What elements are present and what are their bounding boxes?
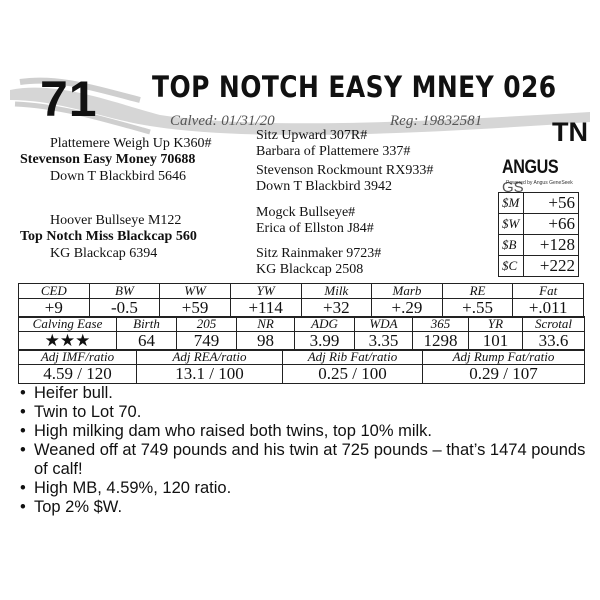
dollar-row (499, 235, 579, 256)
epd-header: Milk (301, 284, 372, 299)
pedigree-sd-sire: Stevenson Rockmount RX933# (256, 163, 434, 178)
epd-header: Marb (372, 284, 443, 299)
pedigree-dam-sire: Hoover Bullseye M122 (50, 213, 182, 228)
dollar-value: +128 (524, 235, 579, 256)
epd-value: 0.25 / 100 (283, 365, 423, 384)
dollar-values-table (498, 192, 579, 277)
epd-header: YR (469, 317, 523, 332)
epd-header: Birth (117, 317, 177, 332)
pedigree-dd-sire: Sitz Rainmaker 9723# (256, 246, 382, 261)
dollar-row (499, 193, 579, 214)
logo-suffix: GS (502, 179, 524, 196)
epd-table-1 (18, 283, 584, 318)
epd-header: WDA (355, 317, 413, 332)
epd-value: 0.29 / 107 (423, 365, 585, 384)
dollar-row (499, 214, 579, 235)
epd-header: Scrotal (523, 317, 585, 332)
epd-value: 3.99 (295, 332, 355, 351)
state-code: TN (552, 117, 588, 147)
pedigree-dam-name: Top Notch Miss Blackcap 560 (20, 229, 197, 244)
epd-value: 101 (469, 332, 523, 351)
dollar-value: +66 (524, 214, 579, 235)
epd-header: NR (237, 317, 295, 332)
epd-header: 365 (413, 317, 469, 332)
epd-value-row (19, 332, 585, 351)
notes-list (18, 384, 588, 517)
calved-date: Calved: 01/31/20 (170, 113, 275, 129)
logo-brand: ANGUS (502, 157, 559, 178)
dollar-value: +222 (524, 256, 579, 277)
epd-header-row (19, 350, 585, 365)
epd-value: +59 (160, 299, 231, 318)
epd-value: +114 (230, 299, 301, 318)
epd-header: Adj Rump Fat/ratio (423, 350, 585, 365)
epd-value: +32 (301, 299, 372, 318)
pedigree-sire-dam: Down T Blackbird 5646 (50, 169, 186, 184)
pedigree-sd-dam: Down T Blackbird 3942 (256, 179, 392, 194)
epd-value: 3.35 (355, 332, 413, 351)
epd-header: RE (442, 284, 513, 299)
note-item: • High MB, 4.59%, 120 ratio. (18, 479, 588, 498)
epd-value: 98 (237, 332, 295, 351)
note-item: • Weaned off at 749 pounds and his twin at 725 pounds – that’s 1474 pounds of calf! (18, 441, 588, 479)
epd-value: 749 (177, 332, 237, 351)
epd-header: BW (89, 284, 160, 299)
pedigree-ss-dam: Barbara of Plattemere 337# (256, 144, 411, 159)
epd-value-row (19, 365, 585, 384)
animal-name: TOP NOTCH EASY MNEY 026 (152, 70, 557, 104)
epd-header: WW (160, 284, 231, 299)
pedigree-sire-name: Stevenson Easy Money 70688 (20, 152, 196, 167)
note-item: • Top 2% $W. (18, 498, 588, 517)
note-item: • High milking dam who raised both twins, top 10% milk. (18, 422, 588, 441)
epd-value: 33.6 (523, 332, 585, 351)
epd-header: YW (230, 284, 301, 299)
pedigree-sire-sire: Plattemere Weigh Up K360# (50, 136, 212, 151)
epd-header: ADG (295, 317, 355, 332)
pedigree-ss-sire: Sitz Upward 307R# (256, 128, 368, 143)
epd-value: +.011 (513, 299, 584, 318)
epd-header: Fat (513, 284, 584, 299)
epd-value-row (19, 299, 584, 318)
epd-header-row (19, 317, 585, 332)
epd-header: 205 (177, 317, 237, 332)
epd-table-2 (18, 316, 585, 351)
note-item: • Heifer bull. (18, 384, 588, 403)
dollar-label: $M (499, 193, 524, 214)
dollar-label: $W (499, 214, 524, 235)
epd-value: +9 (19, 299, 90, 318)
epd-header: Adj REA/ratio (137, 350, 283, 365)
epd-header: Adj IMF/ratio (19, 350, 137, 365)
epd-value: 4.59 / 120 (19, 365, 137, 384)
epd-table-3 (18, 349, 585, 384)
lot-number: 71 (40, 71, 98, 127)
pedigree-sire (20, 152, 195, 167)
epd-value: +.55 (442, 299, 513, 318)
calving-ease-stars: ★★★ (19, 332, 117, 351)
epd-header: CED (19, 284, 90, 299)
epd-value: 13.1 / 100 (137, 365, 283, 384)
dollar-row (499, 256, 579, 277)
epd-header: Calving Ease (19, 317, 117, 332)
logo-tagline: Powered by Angus GeneSeek (506, 180, 573, 186)
registration-number: Reg: 19832581 (390, 113, 483, 129)
angus-gs-logo (502, 157, 588, 196)
pedigree-dam (20, 229, 197, 244)
pedigree-dam-dam: KG Blackcap 6394 (50, 246, 158, 261)
dollar-value: +56 (524, 193, 579, 214)
pedigree-dd-dam: KG Blackcap 2508 (256, 262, 364, 277)
epd-value: -0.5 (89, 299, 160, 318)
epd-value: 64 (117, 332, 177, 351)
note-item: • Twin to Lot 70. (18, 403, 588, 422)
pedigree-ds-sire: Mogck Bullseye# (256, 205, 356, 220)
epd-header: Adj Rib Fat/ratio (283, 350, 423, 365)
epd-header-row (19, 284, 584, 299)
epd-value: +.29 (372, 299, 443, 318)
dollar-label: $C (499, 256, 524, 277)
pedigree-ds-dam: Erica of Ellston J84# (256, 221, 374, 236)
epd-value: 1298 (413, 332, 469, 351)
dollar-label: $B (499, 235, 524, 256)
